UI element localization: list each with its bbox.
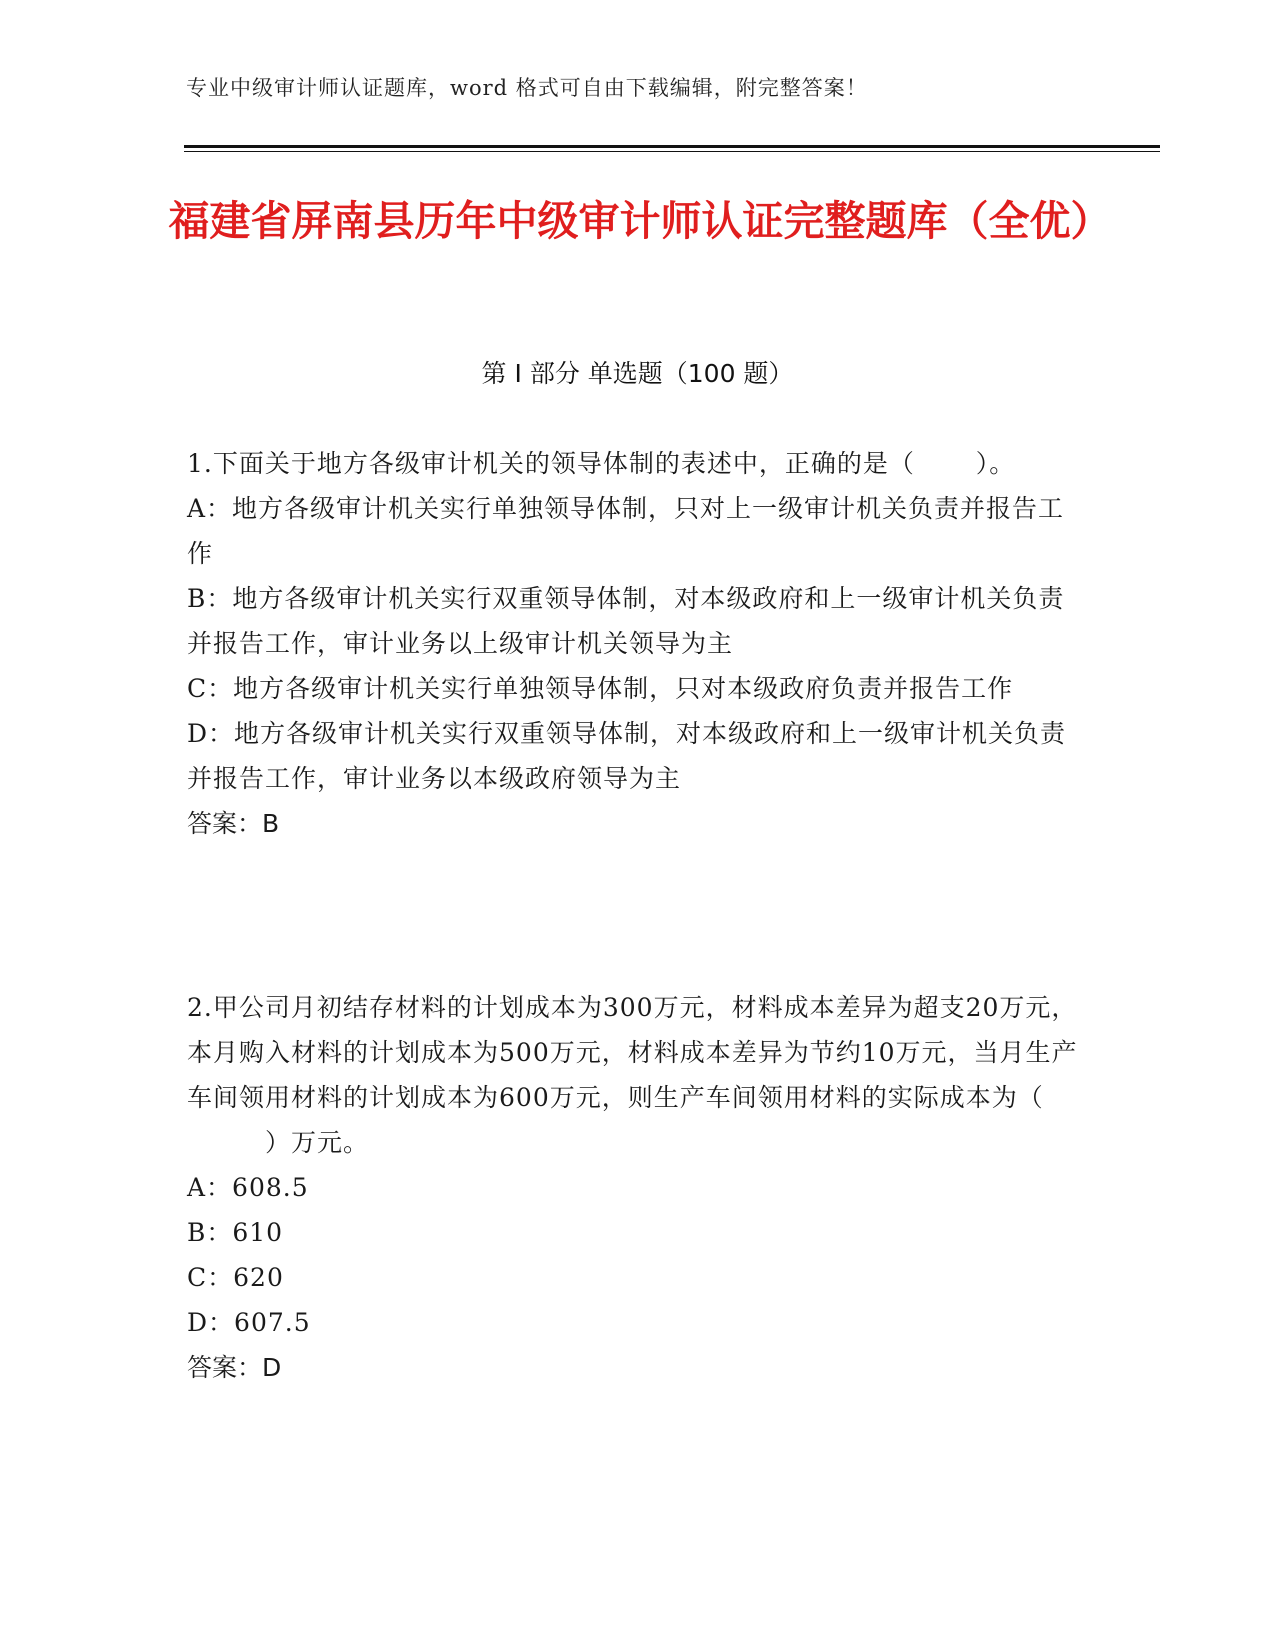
header-rule-thin xyxy=(184,151,1160,152)
question-1-option-a: A：地方各级审计机关实行单独领导体制，只对上一级审计机关负责并报告工作 xyxy=(187,494,1065,568)
section-heading: 第 I 部分 单选题（100 题） xyxy=(481,359,794,388)
question-2 xyxy=(187,985,1087,1390)
question-1-option-d: D：地方各级审计机关实行双重领导体制，对本级政府和上一级审计机关负责并报告工作，审计业务以本级政府领导为主 xyxy=(187,719,1067,793)
question-1 xyxy=(187,441,1087,846)
document-title: 福建省屏南县历年中级审计师认证完整题库（全优） xyxy=(168,197,1112,245)
header-note: 专业中级审计师认证题库，word 格式可自由下载编辑，附完整答案！ xyxy=(186,76,868,100)
header-rule-thick xyxy=(184,145,1160,148)
question-2-answer: 答案：D xyxy=(187,1353,282,1382)
question-2-option-b: B：610 xyxy=(187,1218,284,1247)
question-2-option-d: D：607.5 xyxy=(187,1308,311,1337)
question-2-stem: 2.甲公司月初结存材料的计划成本为300万元，材料成本差异为超支20万元，本月购入材料的计划成本为500万元，材料成本差异为节约10万元，当月生产车间领用材料的计划成本为600万元，则生产车间领用材料的实际成本为（ ）万元。 xyxy=(187,993,1078,1157)
question-1-stem: 1.下面关于地方各级审计机关的领导体制的表述中，正确的是（ ）。 xyxy=(187,449,1016,478)
question-2-option-a: A：608.5 xyxy=(187,1173,309,1202)
question-1-option-b: B：地方各级审计机关实行双重领导体制，对本级政府和上一级审计机关负责并报告工作，审计业务以上级审计机关领导为主 xyxy=(187,584,1065,658)
question-1-answer: 答案：B xyxy=(187,809,280,838)
question-2-option-c: C：620 xyxy=(187,1263,284,1292)
question-1-option-c: C：地方各级审计机关实行单独领导体制，只对本级政府负责并报告工作 xyxy=(187,674,1014,703)
